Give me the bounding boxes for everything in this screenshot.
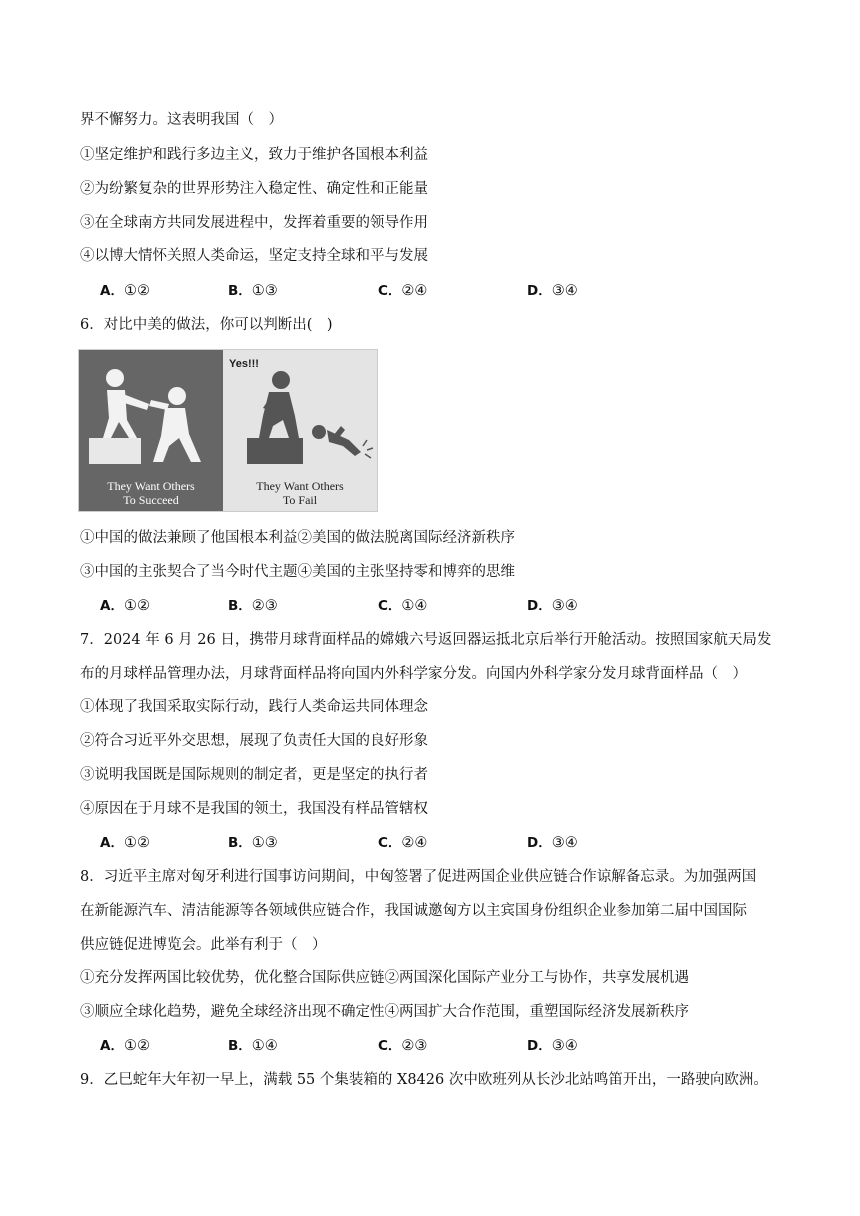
q7-item-3: ③说明我国既是国际规则的制定者，更是坚定的执行者 bbox=[80, 767, 428, 783]
q5-option-d: D．③④ bbox=[527, 283, 578, 299]
q6-item-1: ①中国的做法兼顾了他国根本利益②美国的做法脱离国际经济新秩序 bbox=[80, 530, 515, 546]
comparison-cartoon bbox=[78, 349, 378, 512]
q7-option-c: C．②④ bbox=[378, 835, 428, 851]
q7-option-d: D．③④ bbox=[527, 835, 578, 851]
cartoon-panel-succeed bbox=[79, 350, 223, 511]
q6-option-d: D．③④ bbox=[527, 598, 578, 614]
q7-item-4: ④原因在于月球不是我国的领土，我国没有样品管辖权 bbox=[80, 801, 428, 817]
q7-option-b: B．①③ bbox=[228, 835, 278, 851]
q5-option-c: C．②④ bbox=[378, 283, 428, 299]
q8-option-a: A．①② bbox=[100, 1038, 150, 1054]
q8-stem-line-1: 8．习近平主席对匈牙利进行国事访问期间，中匈签署了促进两国企业供应链合作谅解备忘录。为加强两国 bbox=[80, 869, 757, 885]
q6-stem: 6．对比中美的做法，你可以判断出( ) bbox=[80, 317, 333, 333]
q6-option-c: C．①④ bbox=[378, 598, 428, 614]
helping-hand-figures-icon bbox=[79, 350, 223, 470]
q6-item-2: ③中国的主张契合了当今时代主题④美国的主张坚持零和博弈的思维 bbox=[80, 564, 515, 580]
q8-item-1: ①充分发挥两国比较优势，优化整合国际供应链②两国深化国际产业分工与协作，共享发展机遇 bbox=[80, 970, 689, 986]
caption-fail: They Want Others To Fail bbox=[256, 479, 344, 507]
q5-option-b: B．①③ bbox=[228, 283, 278, 299]
q8-option-b: B．①④ bbox=[228, 1038, 278, 1054]
q9-stem-line-1: 9．乙巳蛇年大年初一早上，满载 55 个集装箱的 X8426 次中欧班列从长沙北站鸣笛开出，一路驶向欧洲。 bbox=[80, 1072, 768, 1088]
q5-item-1: ①坚定维护和践行多边主义，致力于维护各国根本利益 bbox=[80, 147, 428, 163]
q7-stem-line-2: 布的月球样品管理办法，月球背面样品将向国内外科学家分发。向国内外科学家分发月球背面样品（ ） bbox=[80, 666, 747, 682]
q8-item-2: ③顺应全球化趋势，避免全球经济出现不确定性④两国扩大合作范围，重塑国际经济发展新秩序 bbox=[80, 1004, 689, 1020]
q7-item-1: ①体现了我国采取实际行动，践行人类命运共同体理念 bbox=[80, 699, 428, 715]
cartoon-panel-fail bbox=[223, 350, 377, 511]
yes-exclaim: Yes!!! bbox=[229, 358, 259, 370]
q6-option-b: B．②③ bbox=[228, 598, 278, 614]
q5-item-3: ③在全球南方共同发展进程中，发挥着重要的领导作用 bbox=[80, 215, 428, 231]
q5-stem: 界不懈努力。这表明我国（ ） bbox=[80, 112, 283, 128]
q5-item-2: ②为纷繁复杂的世界形势注入稳定性、确定性和正能量 bbox=[80, 181, 428, 197]
q8-stem-line-2: 在新能源汽车、清洁能源等各领域供应链合作，我国诚邀匈方以主宾国身份组织企业参加第二届中国国际 bbox=[80, 903, 747, 919]
q7-stem-line-1: 7．2024 年 6 月 26 日，携带月球背面样品的嫦娥六号返回器运抵北京后举行开舱活动。按照国家航天局发 bbox=[80, 632, 772, 648]
q7-option-a: A．①② bbox=[100, 835, 150, 851]
q8-option-c: C．②③ bbox=[378, 1038, 428, 1054]
q6-option-a: A．①② bbox=[100, 598, 150, 614]
q8-option-d: D．③④ bbox=[527, 1038, 578, 1054]
q5-item-4: ④以博大情怀关照人类命运，坚定支持全球和平与发展 bbox=[80, 248, 428, 264]
q5-option-a: A．①② bbox=[100, 283, 150, 299]
q8-stem-line-3: 供应链促进博览会。此举有利于（ ） bbox=[80, 937, 327, 953]
q7-item-2: ②符合习近平外交思想，展现了负责任大国的良好形象 bbox=[80, 733, 428, 749]
caption-succeed: They Want Others To Succeed bbox=[107, 479, 195, 507]
